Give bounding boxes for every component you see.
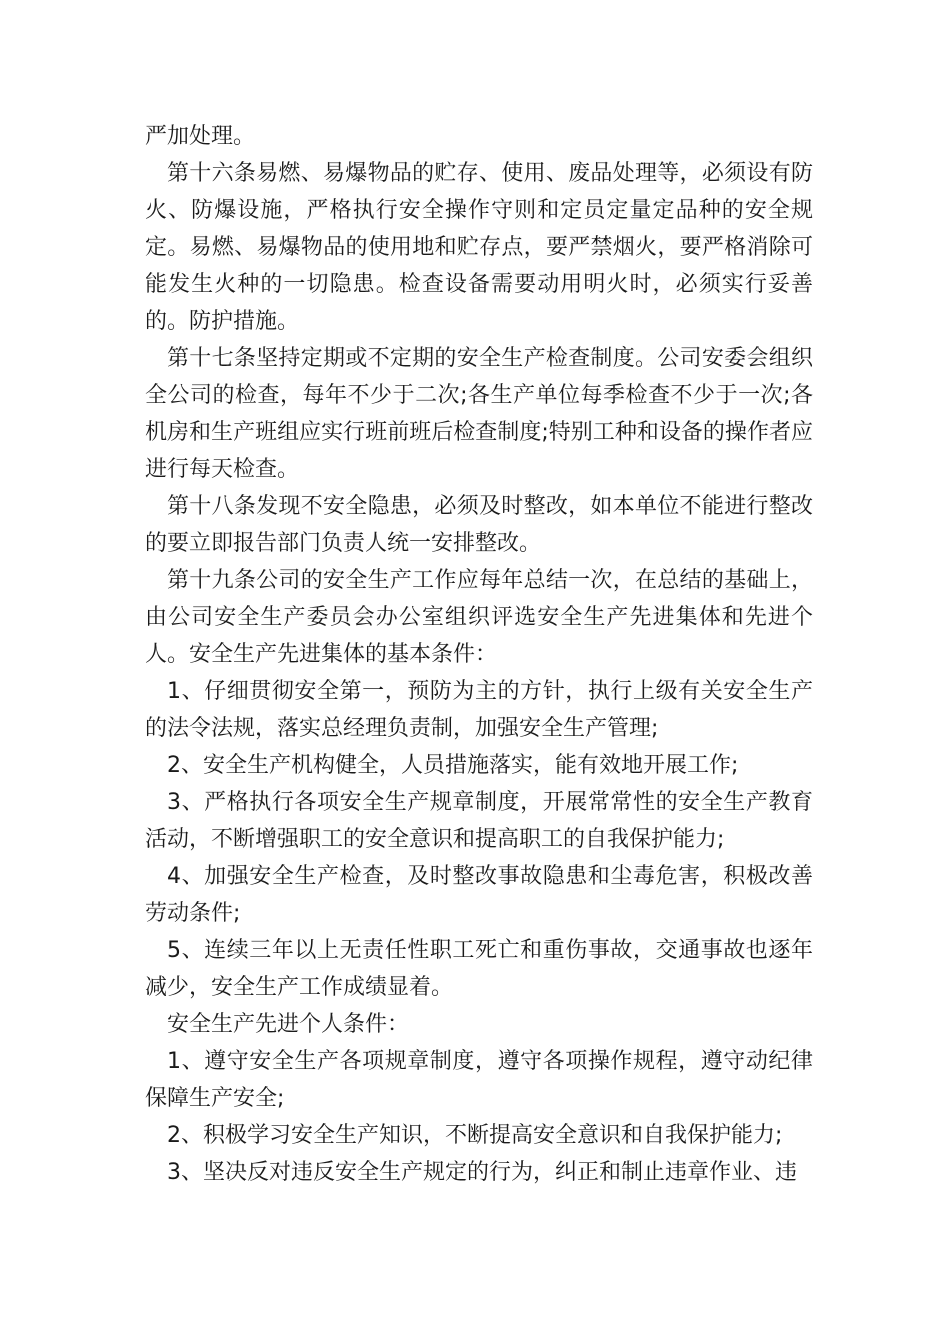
list-item-collective-3: 3、严格执行各项安全生产规章制度，开展常常性的安全生产教育活动，不断增强职工的安全意识和提高职工的自我保护能力; <box>145 790 813 852</box>
paragraph-article-18: 第十八条发现不安全隐患，必须及时整改，如本单位不能进行整改的要立即报告部门负责人统一安排整改。 <box>145 494 813 556</box>
paragraph-article-16: 第十六条易燃、易爆物品的贮存、使用、废品处理等，必须设有防火、防爆设施，严格执行安全操作守则和定员定量定品种的安全规定。易燃、易爆物品的使用地和贮存点，要严禁烟火，要严格消除可能发生火种的一切隐患。检查设备需要动用明火时，必须实行妥善的。防护措施。 <box>145 161 813 334</box>
list-item-individual-1: 1、遵守安全生产各项规章制度，遵守各项操作规程，遵守动纪律保障生产安全; <box>145 1049 813 1111</box>
list-item-individual-2: 2、积极学习安全生产知识，不断提高安全意识和自我保护能力; <box>167 1123 783 1148</box>
paragraph-continuation: 严加处理。 <box>145 124 256 149</box>
list-item-collective-5: 5、连续三年以上无责任性职工死亡和重伤事故，交通事故也逐年减少，安全生产工作成绩显着。 <box>145 938 813 1000</box>
paragraph-article-19: 第十九条公司的安全生产工作应每年总结一次，在总结的基础上，由公司安全生产委员会办公室组织评选安全生产先进集体和先进个人。安全生产先进集体的基本条件： <box>145 568 813 667</box>
list-item-collective-2: 2、安全生产机构健全，人员措施落实，能有效地开展工作; <box>167 753 739 778</box>
list-item-collective-1: 1、仔细贯彻安全第一，预防为主的方针，执行上级有关安全生产的法令法规，落实总经理负责制，加强安全生产管理; <box>145 679 813 741</box>
list-item-collective-4: 4、加强安全生产检查，及时整改事故隐患和尘毒危害，积极改善劳动条件; <box>145 864 813 926</box>
list-item-individual-3: 3、坚决反对违反安全生产规定的行为，纠正和制止违章作业、违 <box>167 1160 797 1185</box>
individual-conditions-heading: 安全生产先进个人条件： <box>167 1012 410 1037</box>
document-body <box>145 118 813 1191</box>
paragraph-article-17: 第十七条坚持定期或不定期的安全生产检查制度。公司安委会组织全公司的检查，每年不少于二次;各生产单位每季检查不少于一次;各机房和生产班组应实行班前班后检查制度;特别工种和设备的操作者应进行每天检查。 <box>145 346 813 482</box>
